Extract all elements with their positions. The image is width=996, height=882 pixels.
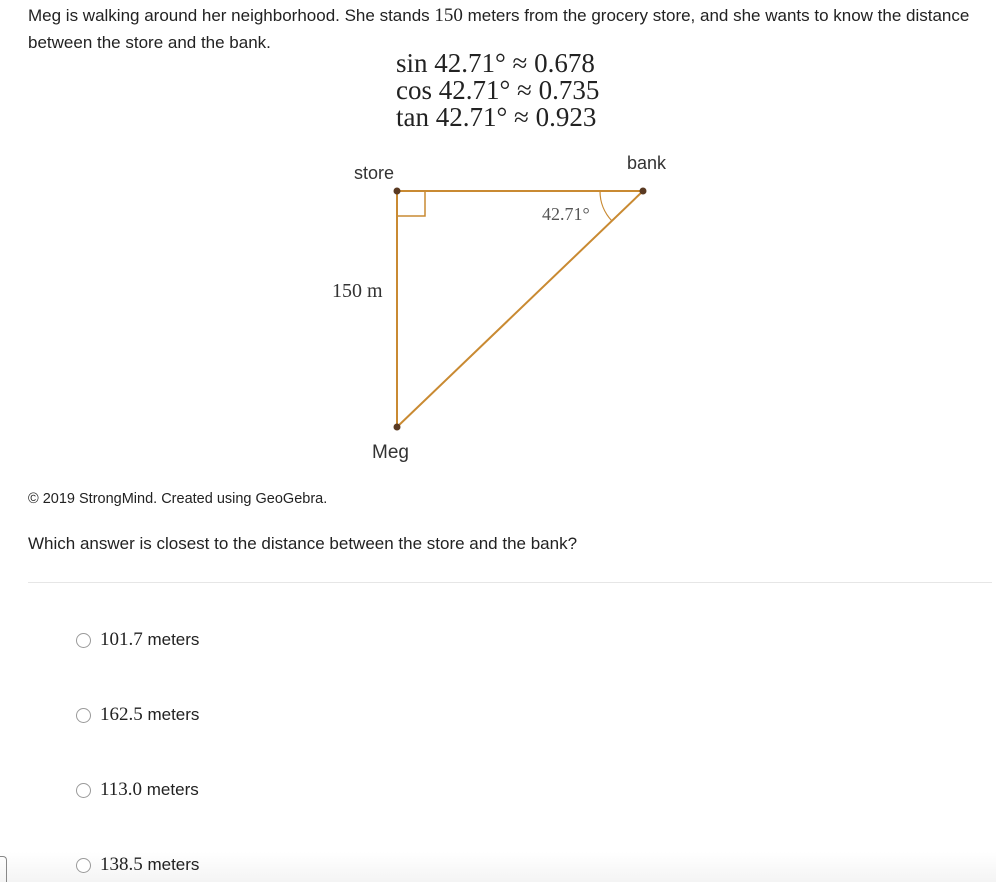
question-part-1: Meg is walking around her neighborhood. She stands xyxy=(28,6,435,25)
choice-unit: meters xyxy=(142,780,199,799)
radio-button[interactable] xyxy=(76,708,91,723)
radio-button[interactable] xyxy=(76,633,91,648)
copyright-credit: © 2019 StrongMind. Created using GeoGebra. xyxy=(28,491,328,507)
question-prompt: Which answer is closest to the distance between the store and the bank? xyxy=(28,534,578,553)
side-meg-bank xyxy=(397,191,643,427)
choice-unit: meters xyxy=(142,705,200,724)
meg-point xyxy=(394,424,401,431)
choice-label xyxy=(100,704,199,726)
choice-unit: meters xyxy=(142,630,200,649)
choice-label xyxy=(100,779,199,801)
angle-arc xyxy=(600,191,612,221)
bank-point xyxy=(640,188,647,195)
answer-choice-3[interactable] xyxy=(76,779,199,801)
choice-value: 113.0 xyxy=(100,779,143,800)
right-angle-marker xyxy=(397,191,425,216)
meg-label: Meg xyxy=(372,442,409,463)
store-label: store xyxy=(354,163,395,183)
answer-choice-1[interactable] xyxy=(76,629,199,651)
choice-label xyxy=(100,629,199,651)
tan-value: tan 42.71° ≈ 0.923 xyxy=(396,102,597,132)
choice-value: 162.5 xyxy=(100,704,143,725)
angle-label: 42.71° xyxy=(542,204,590,224)
side-length-label: 150 m xyxy=(332,280,383,302)
bank-label: bank xyxy=(627,153,667,173)
choice-unit: meters xyxy=(142,855,200,874)
choice-label xyxy=(100,854,199,876)
store-point xyxy=(394,188,401,195)
answer-choice-2[interactable] xyxy=(76,704,199,726)
answer-choice-4[interactable] xyxy=(76,854,199,876)
choice-value: 101.7 xyxy=(100,629,143,650)
window-edge xyxy=(0,856,7,882)
choice-value: 138.5 xyxy=(100,854,143,875)
question-part-2: meters from the grocery store, and she wants to know the distance between the store and the bank. xyxy=(28,6,970,52)
cos-value: cos 42.71° ≈ 0.735 xyxy=(396,75,600,105)
radio-button[interactable] xyxy=(76,783,91,798)
question-distance: 150 xyxy=(434,5,463,26)
sin-value: sin 42.71° ≈ 0.678 xyxy=(396,48,595,78)
radio-button[interactable] xyxy=(76,858,91,873)
divider xyxy=(28,582,992,583)
